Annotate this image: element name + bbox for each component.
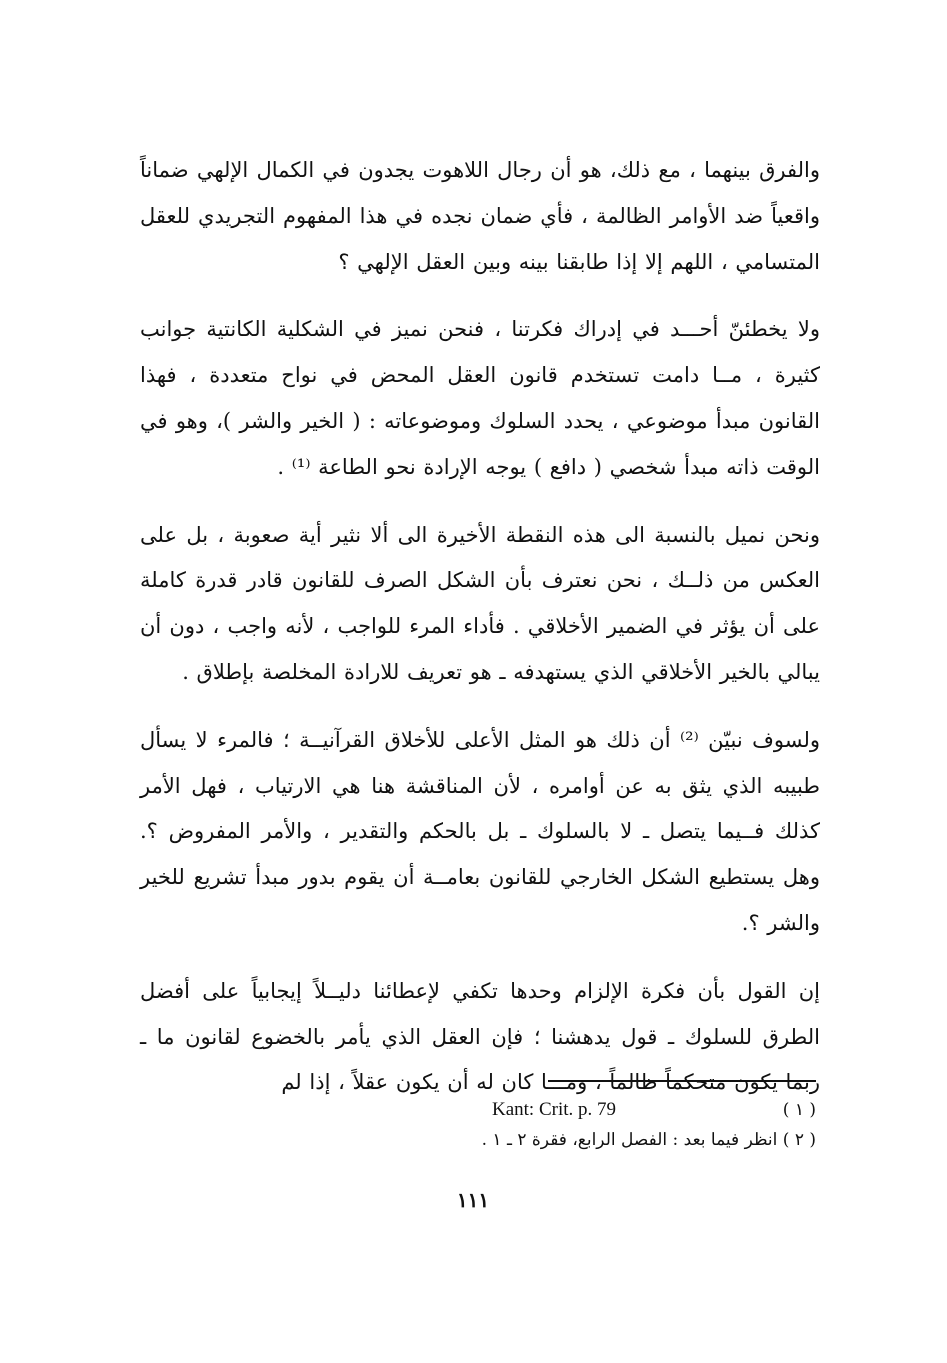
paragraph-4: ولسوف نبيّن ⁽²⁾ أن ذلك هو المثل الأعلى للأخلاق القرآنيــة ؛ فالمرء لا يسأل طبيبه الذي يثق به عن أوامره ، لأن المناقشة هنا هي الارتياب ، فهل الأمر كذلك فــيما يتصل ـ لا بالسلوك ـ بل بالحكم والتقدير ، والأمر المفروض ؟. وهل يستطيع الشكل الخارجي للقانون بعامــة أن يقوم بدور مبدأ تشريع للخير والشر ؟. [140, 727, 820, 935]
footnote-1-number: ( ١ ) [782, 1100, 816, 1120]
paragraph-3: ونحن نميل بالنسبة الى هذه النقطة الأخيرة الى ألا نثير أية صعوبة ، بل على العكس من ذلــك ، نحن نعترف بأن الشكل الصرف للقانون قادر قدرة كاملة على أن يؤثر في الضمير الأخلاقي . فأداء المرء للواجب ، لأنه واجب ، دون أن يبالي بالخير الأخلاقي الذي يستهدفه ـ هو تعريف للارادة المخلصة بإطلاق . [140, 522, 820, 684]
footnote-separator [548, 1080, 816, 1082]
paragraph-5: إن القول بأن فكرة الإلزام وحدها تكفي لإعطائنا دليــلاً إيجابياً على أفضل الطرق للسلوك ـ قول يدهشنا ؛ فإن العقل الذي يأمر بالخضوع لقانون ما ـ ربما يكون متحكماً ظالماً ، ومـــا كان له أن يكون عقلاً ، إذا لم [140, 978, 820, 1095]
main-text [140, 148, 820, 1128]
footnote-1-text: Kant: Crit. p. 79 [492, 1099, 617, 1120]
paragraph-2: ولا يخطئنّ أحـــد في إدراك فكرتنا ، فنحن نميز في الشكلية الكانتية جوانب كثيرة ، مــا دامت تستخدم قانون العقل المحض في نواح متعددة ، فهذا القانون مبدأ موضوعي ، يحدد السلوك وموضوعاته : ( الخير والشر )، وهو في الوقت ذاته مبدأ شخصي ( دافع ) يوجه الإرادة نحو الطاعة ⁽¹⁾ . [140, 317, 820, 479]
page-number: ١١١ [456, 1188, 490, 1212]
footnote-2: ( ٢ ) انظر فيما بعد : الفصل الرابع، فقرة ٢ ـ ١ . [481, 1130, 816, 1150]
paragraph-1: والفرق بينهما ، مع ذلك، هو أن رجال اللاهوت يجدون في الكمال الإلهي ضماناً واقعياً ضد الأوامر الظالمة ، فأي ضمان نجده في هذا المفهوم التجريدي للعقل المتسامي ، اللهم إلا إذا طابقنا بينه وبين العقل الإلهي ؟ [140, 158, 820, 274]
